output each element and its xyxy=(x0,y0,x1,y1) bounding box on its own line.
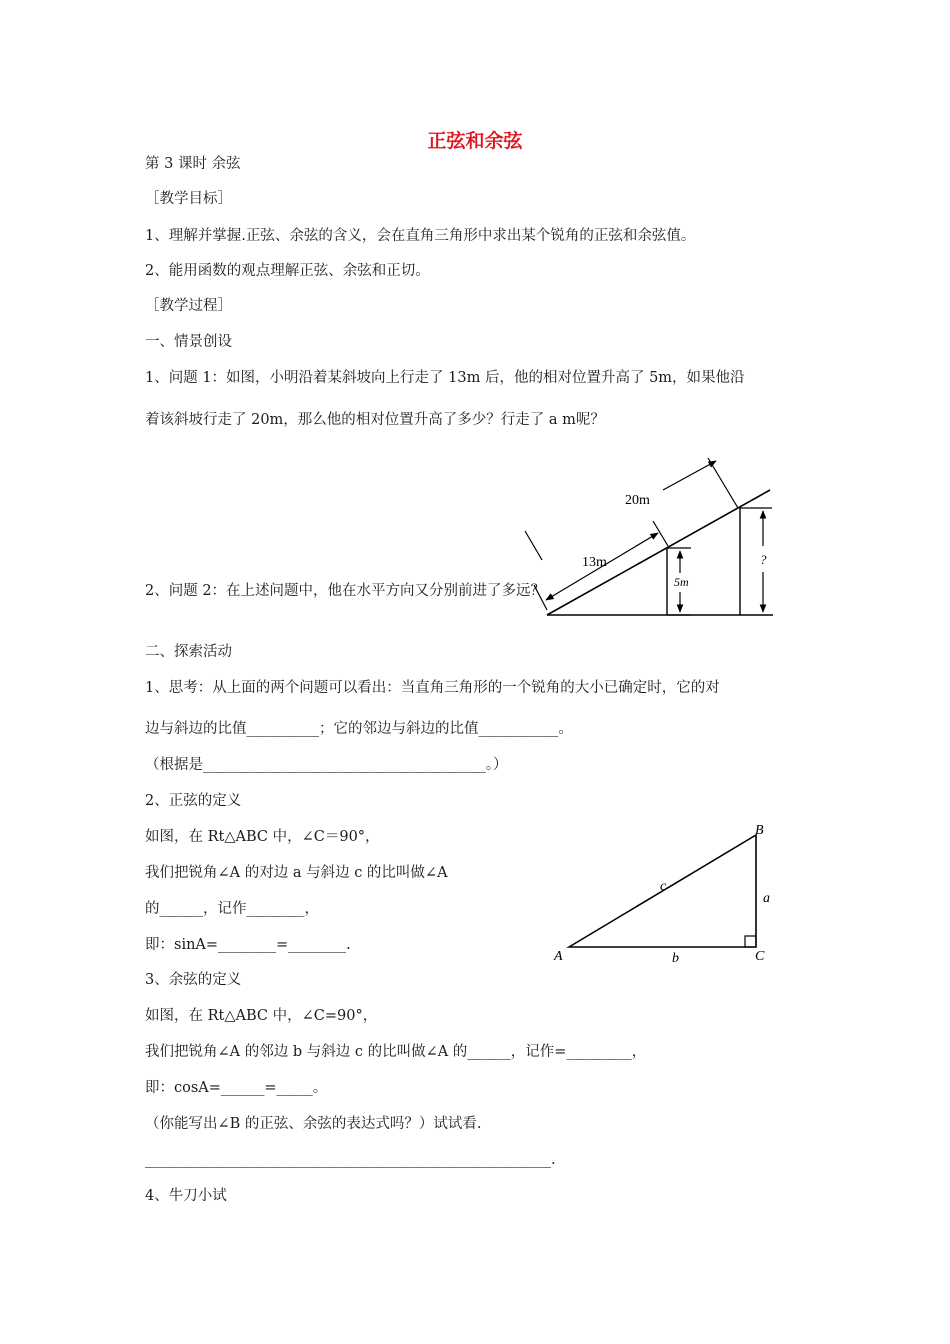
cosine-text-2: 我们把锐角∠A 的邻边 b 与斜边 c 的比叫做∠A 的______，记作=_________， xyxy=(145,1044,647,1060)
answer-blank-line: ________________________________________________________. xyxy=(145,1152,556,1168)
lesson-subtitle: 第 3 课时 余弦 xyxy=(145,156,241,172)
cosine-text-1: 如图，在 Rt△ABC 中，∠C=90°， xyxy=(145,1008,378,1024)
question-1-line-2: 着该斜坡行走了 20m，那么他的相对位置升高了多少？行走了 a m呢？ xyxy=(145,412,605,428)
cosine-formula: 即：cosA=______=_____。 xyxy=(145,1080,328,1096)
right-triangle-diagram xyxy=(548,818,788,968)
think-line-3: （根据是_______________________________________。） xyxy=(145,757,508,773)
vertex-A: A xyxy=(554,949,563,964)
sine-text-3: 的______，记作________， xyxy=(145,901,319,917)
goal-2: 2、能用函数的观点理解正弦、余弦和正切。 xyxy=(145,263,430,279)
sine-text-1: 如图，在 Rt△ABC 中，∠C＝90°， xyxy=(145,829,380,845)
label-13m: 13m xyxy=(582,555,607,570)
sine-text-2: 我们把锐角∠A 的对边 a 与斜边 c 的比叫做∠A xyxy=(145,865,448,881)
sine-cosine-B-prompt: （你能写出∠B 的正弦、余弦的表达式吗？）试试看. xyxy=(145,1116,482,1132)
tick-20m-start xyxy=(525,531,542,560)
side-b: b xyxy=(672,951,679,966)
vertex-B: B xyxy=(755,823,764,838)
section-heading-process: ［教学过程］ xyxy=(145,298,232,314)
sine-formula: 即：sinA=________=________. xyxy=(145,937,351,953)
practice-heading: 4、牛刀小试 xyxy=(145,1188,227,1204)
page-title: 正弦和余弦 xyxy=(427,130,523,152)
arrow-20m xyxy=(663,461,716,490)
label-5m: 5m xyxy=(674,575,689,589)
slope-diagram xyxy=(520,438,780,628)
question-2: 2、问题 2：在上述问题中，他在水平方向又分别前进了多远？ xyxy=(145,583,546,599)
section-heading-goals: ［教学目标］ xyxy=(145,191,232,207)
label-unknown: ? xyxy=(760,552,767,567)
tick-13m-end xyxy=(653,521,668,546)
tick-13m-start xyxy=(534,585,547,610)
part-2-heading: 二、探索活动 xyxy=(145,644,232,660)
think-line-1: 1、思考：从上面的两个问题可以看出：当直角三角形的一个锐角的大小已确定时，它的对 xyxy=(145,680,720,696)
question-1-line-1: 1、问题 1：如图，小明沿着某斜坡向上行走了 13m 后，他的相对位置升高了 5m，如果他沿 xyxy=(145,370,745,386)
label-20m: 20m xyxy=(625,493,650,508)
side-a: a xyxy=(763,891,770,906)
side-c: c xyxy=(660,879,667,894)
part-1-heading: 一、情景创设 xyxy=(145,334,232,350)
cosine-definition-heading: 3、余弦的定义 xyxy=(145,972,242,988)
vertex-C: C xyxy=(755,949,765,964)
right-angle-mark xyxy=(745,936,756,947)
sine-definition-heading: 2、正弦的定义 xyxy=(145,793,242,809)
tick-20m-end xyxy=(708,458,738,508)
goal-1: 1、理解并掌握.正弦、余弦的含义，会在直角三角形中求出某个锐角的正弦和余弦值。 xyxy=(145,228,696,244)
think-line-2: 边与斜边的比值__________；它的邻边与斜边的比值___________。 xyxy=(145,721,573,737)
slope-line xyxy=(547,490,770,615)
